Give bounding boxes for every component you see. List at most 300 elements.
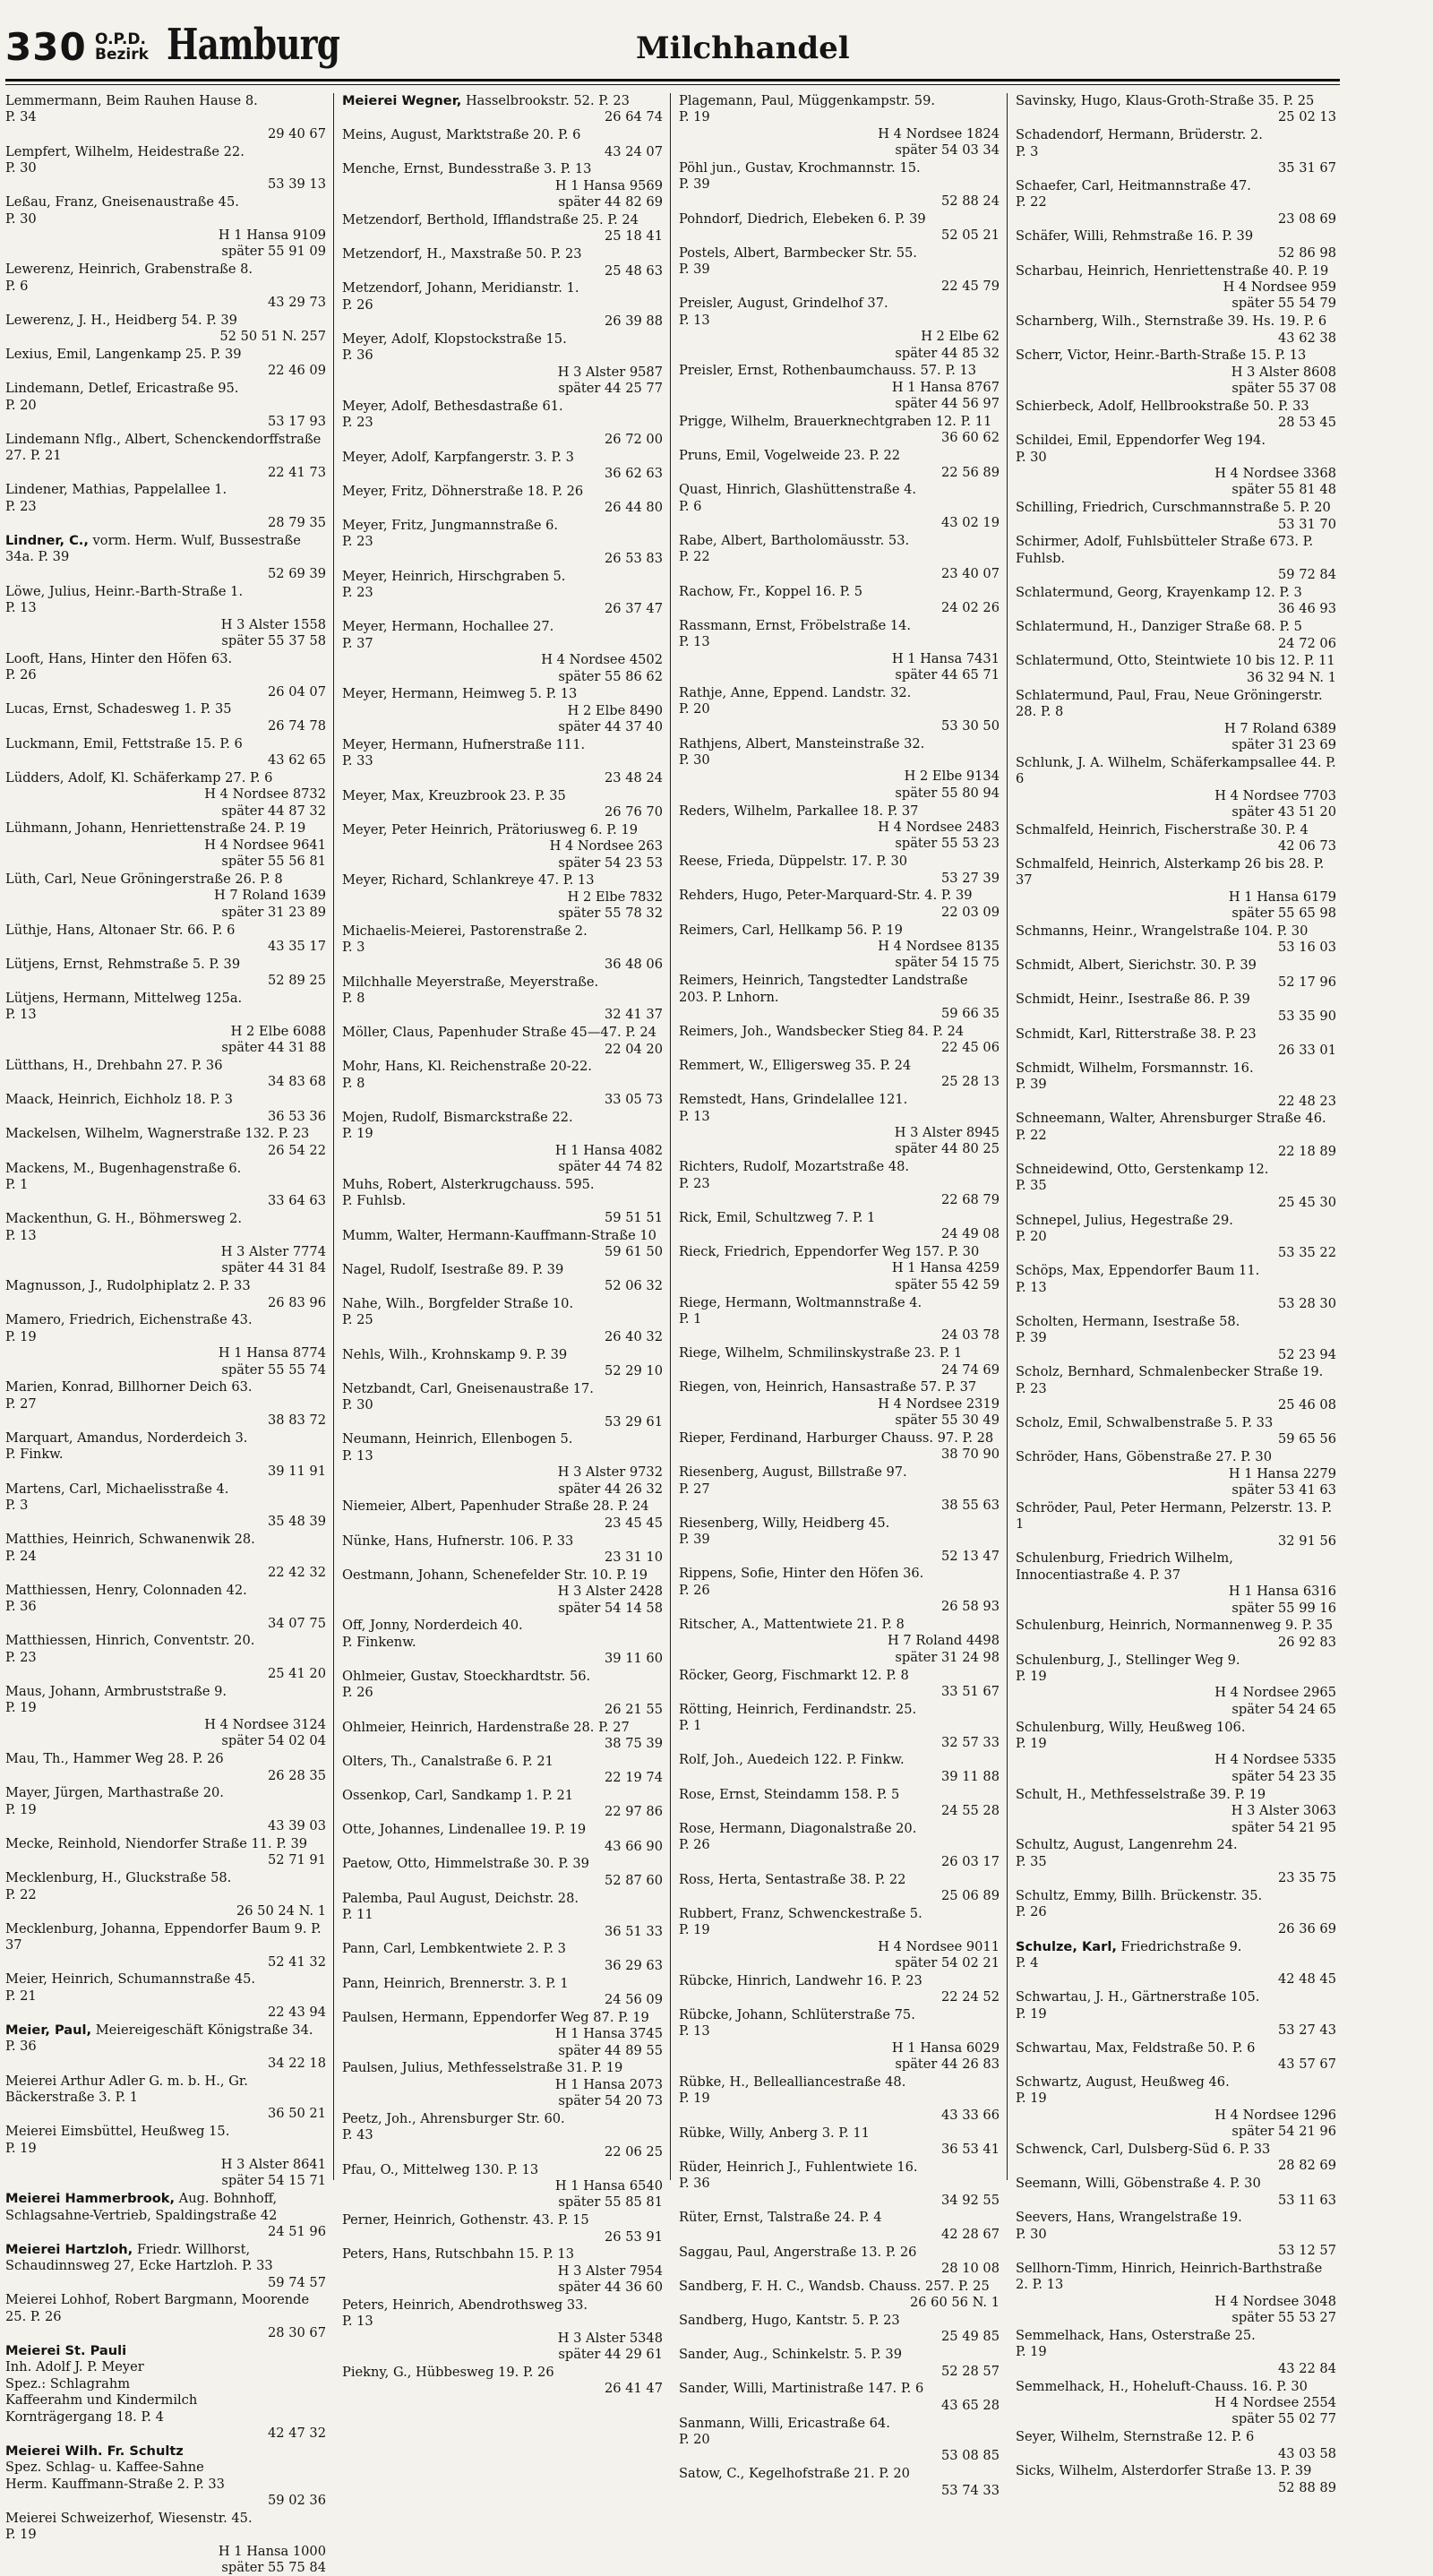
directory-entry xyxy=(1016,1837,1336,1886)
entry-phone: 22 04 20 xyxy=(605,1041,663,1057)
directory-entry xyxy=(5,1836,326,1869)
entry-name-bold: Schulze, Karl, xyxy=(1016,1938,1117,1954)
entry-name: Meyer, Fritz, Döhnerstraße 18. P. 26 xyxy=(342,483,584,499)
directory-entry xyxy=(679,296,1000,362)
entry-phone: 24 74 69 xyxy=(941,1361,1000,1378)
directory-entry xyxy=(1016,923,1336,957)
entry-name: Schult, H., Methfesselstraße 39. P. 19 xyxy=(1016,1786,1266,1802)
directory-entry xyxy=(5,651,326,700)
entry-name: Schwenck, Carl, Dulsberg-Süd 6. P. 33 xyxy=(1016,2141,1271,2157)
directory-entry xyxy=(1016,822,1336,855)
entry-detail: P. 33 xyxy=(342,753,373,769)
entry-name: Schwartau, J. H., Gärtnerstraße 105. xyxy=(1016,1989,1260,2005)
entry-detail: P. 19 xyxy=(5,1328,37,1344)
directory-entry xyxy=(5,482,326,531)
entry-phone: H 3 Alster 8608 xyxy=(1231,364,1336,380)
entry-phone: später 31 23 89 xyxy=(221,904,326,920)
entry-phone: 25 18 41 xyxy=(605,228,663,245)
entry-detail: P. 13 xyxy=(1016,1279,1047,1295)
entry-name: Sander, Aug., Schinkelstr. 5. P. 39 xyxy=(679,2347,902,2363)
directory-entry xyxy=(5,313,326,346)
entry-detail: P. 24 xyxy=(5,1548,37,1564)
entry-phone: H 4 Nordsee 1296 xyxy=(1214,2107,1336,2123)
entry-phone: 24 51 96 xyxy=(268,2223,326,2239)
entry-phone: 52 88 89 xyxy=(1278,2479,1336,2495)
directory-entry xyxy=(342,1025,663,1058)
entry-name: Riege, Wilhelm, Schmilinskystraße 23. P. 1 xyxy=(679,1345,963,1361)
entry-phone: 42 06 73 xyxy=(1278,838,1336,854)
directory-entry xyxy=(342,161,663,210)
entry-name: Lühmann, Johann, Henriettenstraße 24. P. 19 xyxy=(5,820,306,837)
entry-name: Paetow, Otto, Himmelstraße 30. P. 39 xyxy=(342,1856,589,1872)
entry-name: Schneidewind, Otto, Gerstenkamp 12. xyxy=(1016,1161,1269,1177)
directory-entry xyxy=(342,484,663,517)
entry-name: Sellhorn-Timm, Hinrich, Heinrich-Barthstraße 2. P. 13 xyxy=(1016,2260,1323,2293)
entry-phone: 26 60 56 N. 1 xyxy=(909,2295,1000,2311)
directory-entry xyxy=(1016,399,1336,432)
entry-detail: P. 21 xyxy=(5,1988,37,2004)
entry-name: Seevers, Hans, Wrangelstraße 19. xyxy=(1016,2210,1242,2226)
entry-phone: später 44 29 61 xyxy=(558,2347,663,2363)
entry-phone: 42 28 67 xyxy=(941,2226,1000,2242)
entry-name: Schierbeck, Adolf, Hellbrookstraße 50. P. 33 xyxy=(1016,399,1309,415)
directory-entry xyxy=(679,1210,1000,1243)
directory-entry xyxy=(1016,2142,1336,2175)
directory-entry xyxy=(342,331,663,398)
directory-entry xyxy=(342,1754,663,1787)
entry-name: Riege, Hermann, Woltmannstraße 4. xyxy=(679,1294,922,1310)
entry-phone: 43 35 17 xyxy=(268,938,326,954)
entry-detail: P. 13 xyxy=(679,312,710,328)
directory-entry xyxy=(342,1669,663,1718)
directory-entry xyxy=(342,399,663,448)
entry-name: Meierei Lohhof, Robert Bargmann, Moorende 25. P. 26 xyxy=(5,2292,310,2324)
entry-phone: 52 89 25 xyxy=(268,973,326,989)
entry-name: Rübke, H., Bellealliancestraße 48. xyxy=(679,2074,906,2090)
entry-phone: H 3 Alster 2428 xyxy=(557,1584,663,1600)
entry-name: Schmidt, Wilhelm, Forsmannstr. 16. xyxy=(1016,1060,1254,1076)
entry-name: Maack, Heinrich, Eichholz 18. P. 3 xyxy=(5,1092,233,1108)
directory-entry xyxy=(679,448,1000,481)
entry-name: Rippens, Sofie, Hinter den Höfen 36. xyxy=(679,1566,924,1582)
entry-phone: H 2 Elbe 6088 xyxy=(230,1023,326,1039)
entry-name xyxy=(5,2022,326,2056)
entry-name: Mumm, Walter, Hermann-Kauffmann-Straße 10 xyxy=(342,1227,656,1243)
directory-entry xyxy=(679,1092,1000,1158)
entry-phone: 53 16 03 xyxy=(1278,940,1336,956)
entry-name: Rüder, Heinrich J., Fuhlentwiete 16. xyxy=(679,2159,918,2175)
entry-detail: P. 36 xyxy=(679,2176,710,2192)
entry-detail: P. 19 xyxy=(1016,2005,1047,2022)
entry-phone: 52 41 32 xyxy=(268,1953,326,1970)
directory-entry xyxy=(342,2246,663,2296)
entry-phone: 43 33 66 xyxy=(941,2107,1000,2123)
entry-phone: 52 23 94 xyxy=(1278,1346,1336,1362)
entry-phone: 32 57 33 xyxy=(941,1734,1000,1750)
entry-name: Sandberg, F. H. C., Wandsb. Chauss. 257. P. 25 xyxy=(679,2278,990,2294)
directory-entry xyxy=(342,1381,663,1430)
directory-entry xyxy=(5,533,326,582)
directory-entry xyxy=(679,2466,1000,2499)
entry-phone: 22 06 25 xyxy=(605,2143,663,2160)
entry-phone: 22 46 09 xyxy=(268,363,326,379)
entry-detail: Inh. Adolf J. P. Meyer xyxy=(5,2359,144,2375)
entry-phone: 22 56 89 xyxy=(941,464,1000,480)
entry-detail: P. 19 xyxy=(679,109,710,125)
directory-entry xyxy=(5,144,326,193)
directory-entry xyxy=(5,1870,326,1919)
entry-detail: P. 39 xyxy=(1016,1077,1047,1093)
entry-detail: P. 20 xyxy=(679,701,710,717)
entry-detail: P. 20 xyxy=(5,397,37,413)
entry-phone: 43 29 73 xyxy=(268,295,326,311)
directory-entry xyxy=(679,2381,1000,2414)
entry-detail: P. 13 xyxy=(679,2023,710,2039)
directory-entry xyxy=(679,1379,1000,1429)
directory-entry xyxy=(5,1161,326,1210)
directory-entry xyxy=(1016,619,1336,652)
entry-name: Schöps, Max, Eppendorfer Baum 11. xyxy=(1016,1263,1260,1279)
directory-entry xyxy=(342,1431,663,1498)
entry-detail: P. 30 xyxy=(1016,449,1047,465)
entry-name: Satow, C., Kegelhofstraße 21. P. 20 xyxy=(679,2466,910,2482)
entry-phone: später 54 23 53 xyxy=(558,854,663,871)
directory-entry xyxy=(342,1567,663,1617)
directory-entry xyxy=(5,872,326,921)
header-rule-thin xyxy=(5,84,1340,85)
entry-phone: 53 39 13 xyxy=(268,176,326,193)
entry-name: Preisler, August, Grindelhof 37. xyxy=(679,296,888,312)
entry-name: Schäfer, Willi, Rehmstraße 16. P. 39 xyxy=(1016,228,1254,245)
entry-name: Oestmann, Johann, Schenefelder Str. 10. P. 19 xyxy=(342,1567,648,1583)
entry-name: Leßau, Franz, Gneisenaustraße 45. xyxy=(5,194,239,210)
entry-name: Pruns, Emil, Vogelweide 23. P. 22 xyxy=(679,448,901,464)
entry-phone: 23 08 69 xyxy=(1278,210,1336,227)
entry-phone: später 55 37 08 xyxy=(1231,381,1336,397)
entry-name: Mackens, M., Bugenhagenstraße 6. xyxy=(5,1160,242,1176)
entry-phone: 36 53 41 xyxy=(941,2141,1000,2157)
entry-phone: 35 48 39 xyxy=(268,1514,326,1530)
entry-name: Off, Jonny, Norderdeich 40. xyxy=(342,1618,523,1634)
entry-phone: H 1 Hansa 8774 xyxy=(218,1345,326,1361)
entry-phone: später 44 25 77 xyxy=(558,381,663,397)
column-2 xyxy=(342,93,663,2397)
directory-entry xyxy=(5,1633,326,1682)
entry-name: Schwartau, Max, Feldstraße 50. P. 6 xyxy=(1016,2039,1256,2056)
directory-entry xyxy=(342,737,663,786)
entry-phone: 26 44 80 xyxy=(605,500,663,516)
entry-phone: 23 35 75 xyxy=(1278,1870,1336,1886)
district-line2: Bezirk xyxy=(95,46,149,64)
entry-name-bold: Meierei Wilh. Fr. Schultz xyxy=(5,2443,184,2459)
directory-entry xyxy=(342,1788,663,1821)
entry-phone: 33 05 73 xyxy=(605,1092,663,1108)
entry-phone: später 55 30 49 xyxy=(895,1413,1000,1429)
entry-name: Scharnberg, Wilh., Sternstraße 39. Hs. 19. P. 6 xyxy=(1016,313,1327,330)
directory-entry xyxy=(342,1533,663,1567)
directory-entry xyxy=(5,194,326,261)
entry-name: Schlunk, J. A. Wilhelm, Schäferkampsallee 44. P. 6 xyxy=(1016,754,1336,787)
directory-entry xyxy=(342,1228,663,1261)
entry-phone: 43 03 58 xyxy=(1278,2445,1336,2461)
directory-entry xyxy=(1016,2463,1336,2496)
directory-entry xyxy=(1016,1026,1336,1060)
entry-phone: später 54 14 58 xyxy=(558,1600,663,1616)
entry-phone: 26 92 83 xyxy=(1278,1634,1336,1650)
entry-phone: 25 02 13 xyxy=(1278,109,1336,125)
entry-name: Reese, Frieda, Düppelstr. 17. P. 30 xyxy=(679,854,908,870)
entry-phone: 25 46 08 xyxy=(1278,1397,1336,1413)
directory-entry xyxy=(679,2313,1000,2346)
directory-entry xyxy=(679,2279,1000,2312)
entry-phone: 52 17 96 xyxy=(1278,974,1336,990)
entry-phone: 52 71 91 xyxy=(268,1852,326,1868)
entry-name: Lütthans, H., Drehbahn 27. P. 36 xyxy=(5,1057,223,1073)
directory-entry xyxy=(679,1244,1000,1293)
entry-name: Rachow, Fr., Koppel 16. P. 5 xyxy=(679,583,863,599)
directory-entry xyxy=(342,93,663,126)
section-title: Milchhandel xyxy=(636,30,850,66)
directory-entry xyxy=(5,2124,326,2190)
entry-phone: später 44 85 32 xyxy=(895,345,1000,361)
entry-phone: 22 03 09 xyxy=(941,904,1000,920)
entry-phone: H 1 Hansa 3745 xyxy=(554,2026,663,2042)
directory-entry xyxy=(1016,2210,1336,2259)
directory-entry xyxy=(342,246,663,279)
entry-phone: 36 29 63 xyxy=(605,1957,663,1973)
entry-phone: H 4 Nordsee 7703 xyxy=(1214,787,1336,803)
entry-phone: 36 50 21 xyxy=(268,2106,326,2122)
directory-entry xyxy=(679,482,1000,531)
entry-name xyxy=(5,2343,326,2359)
entry-name: Rubbert, Franz, Schwenckestraße 5. xyxy=(679,1905,922,1921)
entry-phone: H 3 Alster 5348 xyxy=(557,2330,663,2346)
entry-detail: P. Finkenw. xyxy=(342,1634,416,1650)
directory-entry xyxy=(679,533,1000,582)
directory-entry xyxy=(1016,2328,1336,2377)
entry-name: Schildei, Emil, Eppendorfer Weg 194. xyxy=(1016,433,1266,449)
column-divider xyxy=(670,93,671,2180)
entry-detail: P. 4 xyxy=(1016,1954,1039,1971)
directory-entry xyxy=(342,1262,663,1295)
directory-entry xyxy=(342,822,663,872)
directory-entry xyxy=(1016,1162,1336,1211)
directory-entry xyxy=(1016,1720,1336,1786)
entry-phone: 36 48 06 xyxy=(605,956,663,972)
entry-detail: P. 43 xyxy=(342,2127,373,2143)
entry-phone: später 55 53 27 xyxy=(1231,2310,1336,2326)
entry-phone: 34 92 55 xyxy=(941,2192,1000,2208)
entry-name: Perner, Heinrich, Gothenstr. 43. P. 15 xyxy=(342,2212,589,2228)
entry-name-rest: Aug. Bohnhoff, Schlagsahne-Vertrieb, Spaldingstraße 42 xyxy=(5,2191,278,2223)
entry-phone: 22 68 79 xyxy=(941,1192,1000,1207)
entry-phone: H 3 Alster 9732 xyxy=(557,1464,663,1481)
entry-name: Scharbau, Heinrich, Henriettenstraße 40. P. 19 xyxy=(1016,262,1329,279)
entry-name: Metzendorf, H., Maxstraße 50. P. 23 xyxy=(342,246,582,262)
directory-entry xyxy=(5,1126,326,1159)
directory-entry xyxy=(1016,1314,1336,1363)
entry-name: Schnepel, Julius, Hegestraße 29. xyxy=(1016,1212,1233,1228)
entry-name: Rathjens, Albert, Mansteinstraße 32. xyxy=(679,735,925,751)
directory-entry xyxy=(1016,178,1336,228)
directory-entry xyxy=(342,1059,663,1108)
entry-detail: P. 3 xyxy=(5,1498,29,1514)
entry-name: Paulsen, Julius, Methfesselstraße 31. P. 19 xyxy=(342,2060,623,2076)
entry-phone: H 1 Hansa 4259 xyxy=(891,1260,1000,1276)
entry-phone: 26 76 70 xyxy=(605,803,663,820)
entry-phone: 43 62 38 xyxy=(1278,330,1336,346)
entry-phone: 26 58 93 xyxy=(941,1599,1000,1615)
entry-phone: später 31 23 69 xyxy=(1231,736,1336,752)
entry-detail: P. 39 xyxy=(679,262,710,278)
directory-entry xyxy=(1016,534,1336,583)
entry-phone: 22 97 86 xyxy=(605,1804,663,1820)
entry-phone: später 55 80 94 xyxy=(895,785,1000,801)
entry-phone: später 44 74 82 xyxy=(558,1159,663,1175)
entry-name: Ohlmeier, Heinrich, Hardenstraße 28. P. 27 xyxy=(342,1719,630,1735)
entry-phone: später 44 37 40 xyxy=(558,719,663,735)
entry-name: Schaefer, Carl, Heitmannstraße 47. xyxy=(1016,177,1251,193)
entry-phone: später 54 03 34 xyxy=(895,142,1000,159)
directory-entry xyxy=(679,973,1000,1022)
entry-phone: H 4 Nordsee 5335 xyxy=(1214,1752,1336,1768)
entry-phone: H 4 Nordsee 959 xyxy=(1223,279,1336,296)
entry-name: Ossenkop, Carl, Sandkamp 1. P. 21 xyxy=(342,1788,574,1804)
entry-phone: H 4 Nordsee 3124 xyxy=(204,1716,326,1732)
directory-entry xyxy=(5,1921,326,1971)
entry-name: Peetz, Joh., Ahrensburger Str. 60. xyxy=(342,2110,565,2126)
entry-name: Lewerenz, J. H., Heidberg 54. P. 39 xyxy=(5,312,237,328)
directory-entry xyxy=(5,736,326,769)
entry-phone: 26 53 83 xyxy=(605,550,663,566)
directory-entry xyxy=(679,888,1000,921)
entry-name: Rötting, Heinrich, Ferdinandstr. 25. xyxy=(679,1701,917,1717)
entry-detail: P. 13 xyxy=(5,1227,37,1243)
entry-name: Pohndorf, Diedrich, Elebeken 6. P. 39 xyxy=(679,210,926,227)
directory-entry xyxy=(5,957,326,990)
entry-phone: 23 48 24 xyxy=(605,769,663,786)
entry-phone: 43 22 84 xyxy=(1278,2360,1336,2376)
directory-entry xyxy=(5,1312,326,1378)
entry-name: Schultz, August, Langenrehm 24. xyxy=(1016,1837,1238,1853)
entry-name: Mackenthun, G. H., Böhmersweg 2. xyxy=(5,1211,242,1227)
entry-detail: P. 13 xyxy=(342,2314,373,2330)
entry-phone: 38 70 90 xyxy=(941,1447,1000,1463)
entry-name: Schröder, Hans, Göbenstraße 27. P. 30 xyxy=(1016,1449,1272,1465)
directory-entry xyxy=(1016,1111,1336,1160)
entry-phone: später 55 85 81 xyxy=(558,2194,663,2211)
directory-entry xyxy=(5,2343,326,2442)
entry-phone: 28 53 45 xyxy=(1278,415,1336,431)
entry-detail: P. 19 xyxy=(5,1700,37,1716)
directory-entry xyxy=(5,1092,326,1125)
entry-detail: P. 25 xyxy=(342,1312,373,1328)
entry-phone: H 7 Roland 6389 xyxy=(1224,720,1336,736)
directory-entry xyxy=(679,1752,1000,1785)
directory-entry xyxy=(5,1379,326,1429)
directory-entry xyxy=(5,770,326,820)
entry-phone: 53 35 90 xyxy=(1278,1008,1336,1024)
columns-container xyxy=(5,93,1340,2576)
entry-phone: H 4 Nordsee 263 xyxy=(549,838,663,854)
entry-name: Ross, Herta, Sentastraße 38. P. 22 xyxy=(679,1871,906,1887)
entry-name: Pfau, O., Mittelweg 130. P. 13 xyxy=(342,2161,539,2177)
entry-phone: 43 24 07 xyxy=(605,143,663,159)
entry-phone: 52 06 32 xyxy=(605,1278,663,1294)
entry-name: Marien, Konrad, Billhorner Deich 63. xyxy=(5,1379,253,1395)
directory-entry xyxy=(1016,93,1336,126)
entry-detail: P. 36 xyxy=(342,348,373,364)
entry-name: Reimers, Joh., Wandsbecker Stieg 84. P. 24 xyxy=(679,1023,965,1039)
entry-phone: 22 19 74 xyxy=(605,1770,663,1786)
entry-phone: H 2 Elbe 9134 xyxy=(904,769,1000,785)
entry-phone: 26 03 17 xyxy=(941,1853,1000,1869)
entry-name: Marquart, Amandus, Norderdeich 3. xyxy=(5,1430,248,1447)
entry-name: Scholz, Emil, Schwalbenstraße 5. P. 33 xyxy=(1016,1415,1274,1431)
directory-entry xyxy=(1016,127,1336,176)
directory-entry xyxy=(342,872,663,922)
entry-name: Schmidt, Albert, Sierichstr. 30. P. 39 xyxy=(1016,957,1257,974)
directory-entry xyxy=(342,2111,663,2160)
entry-detail: P. 20 xyxy=(679,2431,710,2447)
entry-name: Maus, Johann, Armbruststraße 9. xyxy=(5,1684,227,1700)
entry-name: Preisler, Ernst, Rothenbaumchauss. 57. P. 13 xyxy=(679,363,977,379)
entry-name: Peters, Hans, Rutschbahn 15. P. 13 xyxy=(342,2246,574,2263)
entry-name: Meyer, Max, Kreuzbrook 23. P. 35 xyxy=(342,787,566,803)
entry-phone: 59 65 56 xyxy=(1278,1431,1336,1447)
entry-phone: später 55 02 77 xyxy=(1231,2411,1336,2427)
entry-phone: später 31 24 98 xyxy=(895,1649,1000,1665)
entry-phone: H 4 Nordsee 3368 xyxy=(1214,466,1336,482)
entry-detail: P. 1 xyxy=(5,1176,29,1192)
directory-entry xyxy=(5,1684,326,1750)
directory-entry xyxy=(679,1566,1000,1615)
entry-name: Lüdders, Adolf, Kl. Schäferkamp 27. P. 6 xyxy=(5,769,273,786)
directory-entry xyxy=(5,584,326,650)
entry-name: Röcker, Georg, Fischmarkt 12. P. 8 xyxy=(679,1667,909,1683)
entry-phone: H 1 Hansa 6540 xyxy=(554,2177,663,2194)
directory-entry xyxy=(1016,1989,1336,2039)
directory-entry xyxy=(679,93,1000,159)
page-number: 330 xyxy=(5,25,87,69)
entry-phone: später 55 91 09 xyxy=(221,244,326,260)
entry-phone: 22 24 52 xyxy=(941,1989,1000,2005)
page-header xyxy=(0,0,1433,90)
directory-entry xyxy=(5,1481,326,1531)
entry-phone: 26 53 91 xyxy=(605,2228,663,2245)
entry-phone: 26 50 24 N. 1 xyxy=(236,1902,326,1919)
entry-name: Metzendorf, Berthold, Ifflandstraße 25. P. 24 xyxy=(342,212,639,228)
entry-name: Meins, August, Marktstraße 20. P. 6 xyxy=(342,127,581,143)
directory-entry xyxy=(679,1058,1000,1091)
entry-phone: 53 11 63 xyxy=(1278,2192,1336,2208)
entry-phone: 59 51 51 xyxy=(605,1209,663,1225)
entry-phone: H 1 Hansa 6029 xyxy=(891,2039,1000,2056)
entry-phone: 25 45 30 xyxy=(1278,1194,1336,1210)
entry-phone: 26 41 47 xyxy=(605,2381,663,2397)
entry-detail: P. 26 xyxy=(679,1837,710,1853)
entry-name: Luckmann, Emil, Fettstraße 15. P. 6 xyxy=(5,735,243,751)
entry-phone: 22 45 06 xyxy=(941,1040,1000,1056)
entry-phone: 24 72 06 xyxy=(1278,635,1336,651)
entry-phone: später 53 41 63 xyxy=(1231,1482,1336,1498)
entry-phone: später 54 02 04 xyxy=(221,1733,326,1749)
entry-phone: 26 36 69 xyxy=(1278,1920,1336,1936)
directory-entry xyxy=(679,211,1000,245)
entry-phone: später 55 99 16 xyxy=(1231,1600,1336,1616)
directory-entry xyxy=(679,160,1000,210)
entry-phone: 26 64 74 xyxy=(605,109,663,125)
